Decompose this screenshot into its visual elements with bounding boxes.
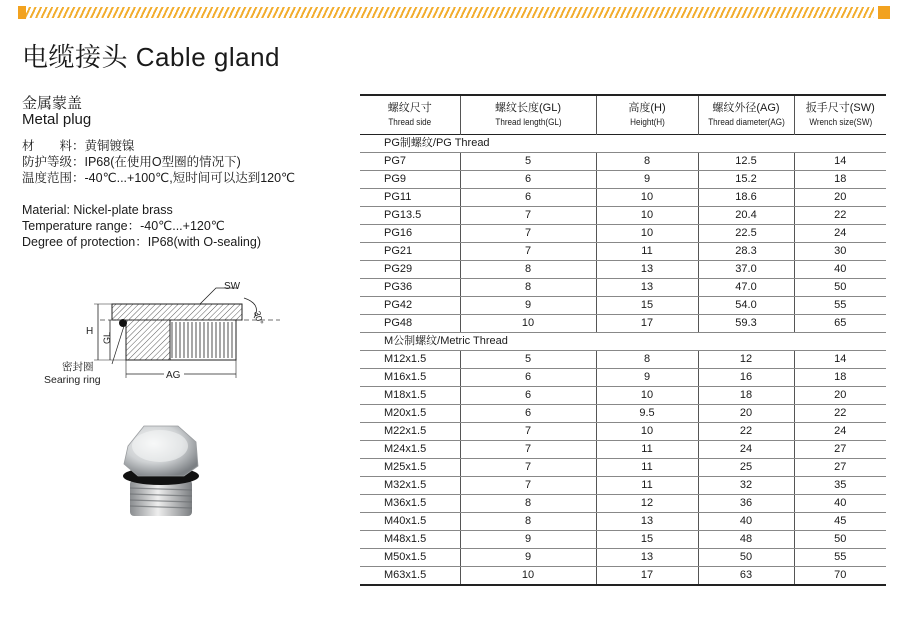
label-gl: GL [102, 331, 112, 344]
table-row [360, 495, 886, 513]
cell-thread-size: PG7 [360, 153, 460, 171]
page-title: 电缆接头 Cable gland [22, 42, 280, 72]
col-header-thread-side: 螺纹尺寸 Thread side [360, 95, 460, 135]
table-row [360, 189, 886, 207]
cell-wrench-size: 20 [794, 387, 886, 405]
cell-thread-length: 7 [460, 243, 596, 261]
spec-temperature-cn: 温度范围：-40℃...+100℃,短时间可以达到120℃ [22, 171, 296, 185]
stripe-left-cap [18, 6, 26, 19]
specs-en [22, 202, 261, 250]
table-row [360, 369, 886, 387]
spec-material-cn: 材 料：黄铜镀镍 [22, 139, 135, 153]
cell-thread-diameter: 22 [698, 423, 794, 441]
table-header-row [360, 95, 886, 135]
cell-height: 13 [596, 549, 698, 567]
table-row [360, 513, 886, 531]
cell-height: 10 [596, 207, 698, 225]
cell-thread-diameter: 28.3 [698, 243, 794, 261]
product-photo [108, 418, 214, 524]
cell-thread-diameter: 12 [698, 351, 794, 369]
cell-thread-diameter: 47.0 [698, 279, 794, 297]
cell-thread-size: M63x1.5 [360, 567, 460, 586]
cell-thread-size: PG42 [360, 297, 460, 315]
cell-thread-diameter: 32 [698, 477, 794, 495]
cell-thread-length: 7 [460, 441, 596, 459]
cell-wrench-size: 30 [794, 243, 886, 261]
cell-wrench-size: 50 [794, 279, 886, 297]
cell-wrench-size: 24 [794, 225, 886, 243]
cell-height: 10 [596, 387, 698, 405]
col-header-wrench-size: 扳手尺寸(SW) Wrench size(SW) [805, 102, 875, 127]
cell-thread-size: PG36 [360, 279, 460, 297]
cell-height: 17 [596, 315, 698, 333]
stripe-pattern [18, 7, 874, 18]
spec-table-wrapper [360, 94, 886, 586]
table-row [360, 531, 886, 549]
table-row [360, 243, 886, 261]
cell-thread-diameter: 18.6 [698, 189, 794, 207]
cell-wrench-size: 70 [794, 567, 886, 586]
cell-wrench-size: 27 [794, 459, 886, 477]
cell-thread-diameter: 18 [698, 387, 794, 405]
cell-thread-diameter: 12.5 [698, 153, 794, 171]
label-ag: AG [166, 370, 181, 381]
cell-thread-size: M16x1.5 [360, 369, 460, 387]
cell-height: 11 [596, 459, 698, 477]
cell-height: 11 [596, 477, 698, 495]
col-header-height: 高度(H) Height(H) [596, 95, 698, 135]
cell-thread-size: M24x1.5 [360, 441, 460, 459]
col-header-thread-length: 螺纹长度(GL) Thread length(GL) [460, 95, 596, 135]
table-row [360, 225, 886, 243]
label-ring-en: Searing ring [44, 374, 101, 386]
spec-table [360, 94, 886, 586]
cell-wrench-size: 22 [794, 405, 886, 423]
cell-thread-diameter: 40 [698, 513, 794, 531]
spec-protection-cn: 防护等级：IP68(在使用O型圈的情况下) [22, 155, 241, 169]
technical-drawing [40, 278, 280, 390]
cell-thread-diameter: 63 [698, 567, 794, 586]
cell-thread-length: 7 [460, 207, 596, 225]
cell-thread-diameter: 24 [698, 441, 794, 459]
cell-wrench-size: 27 [794, 441, 886, 459]
cell-height: 13 [596, 279, 698, 297]
label-h: H [86, 326, 94, 337]
cell-thread-size: PG9 [360, 171, 460, 189]
cell-height: 8 [596, 153, 698, 171]
label-sw: SW [224, 281, 241, 292]
table-row [360, 567, 886, 586]
cell-thread-diameter: 20 [698, 405, 794, 423]
cell-thread-length: 8 [460, 279, 596, 297]
cell-wrench-size: 14 [794, 153, 886, 171]
table-body [360, 135, 886, 586]
cell-height: 17 [596, 567, 698, 586]
cell-height: 9 [596, 369, 698, 387]
table-row [360, 207, 886, 225]
stripe-right-cap [878, 6, 890, 19]
cell-thread-length: 6 [460, 387, 596, 405]
cell-wrench-size: 18 [794, 171, 886, 189]
cell-wrench-size: 14 [794, 351, 886, 369]
label-ring-cn: 密封圈 [62, 361, 94, 373]
cell-thread-size: PG11 [360, 189, 460, 207]
table-row [360, 405, 886, 423]
table-row [360, 315, 886, 333]
cell-thread-diameter: 59.3 [698, 315, 794, 333]
cell-wrench-size: 20 [794, 189, 886, 207]
cell-thread-size: M40x1.5 [360, 513, 460, 531]
table-section-row [360, 333, 886, 351]
cell-wrench-size: 55 [794, 297, 886, 315]
cell-thread-size: M36x1.5 [360, 495, 460, 513]
cell-thread-diameter: 37.0 [698, 261, 794, 279]
cell-thread-diameter: 36 [698, 495, 794, 513]
specs-cn [22, 138, 295, 186]
spec-protection-en: Degree of protection：IP68(with O-sealing) [22, 235, 262, 249]
table-row [360, 153, 886, 171]
cell-thread-length: 9 [460, 297, 596, 315]
cell-thread-size: PG29 [360, 261, 460, 279]
cell-thread-length: 7 [460, 477, 596, 495]
plug-head [112, 304, 242, 320]
cell-thread-length: 8 [460, 513, 596, 531]
cell-thread-diameter: 50 [698, 549, 794, 567]
col-header-thread-diameter: 螺纹外径(AG) Thread diameter(AG) [698, 95, 794, 135]
table-row [360, 351, 886, 369]
cell-thread-size: M50x1.5 [360, 549, 460, 567]
cell-thread-diameter: 16 [698, 369, 794, 387]
spec-temperature-en: Temperature range：-40℃...+120℃ [22, 219, 225, 233]
label-angle: 30° [252, 309, 266, 326]
cell-height: 12 [596, 495, 698, 513]
cell-height: 9.5 [596, 405, 698, 423]
cell-wrench-size: 40 [794, 261, 886, 279]
cell-thread-diameter: 22.5 [698, 225, 794, 243]
cell-thread-length: 5 [460, 153, 596, 171]
cell-thread-length: 6 [460, 171, 596, 189]
cell-height: 9 [596, 171, 698, 189]
cell-height: 11 [596, 243, 698, 261]
cell-height: 13 [596, 513, 698, 531]
cell-wrench-size: 55 [794, 549, 886, 567]
cell-wrench-size: 22 [794, 207, 886, 225]
section-title: M公制螺纹/Metric Thread [360, 333, 886, 351]
product-name-cn: 金属蒙盖 [22, 95, 83, 112]
table-row [360, 549, 886, 567]
table-row [360, 459, 886, 477]
cell-thread-length: 7 [460, 459, 596, 477]
cell-height: 15 [596, 297, 698, 315]
cell-thread-length: 10 [460, 315, 596, 333]
cell-thread-size: M18x1.5 [360, 387, 460, 405]
cell-height: 8 [596, 351, 698, 369]
cell-wrench-size: 50 [794, 531, 886, 549]
cell-thread-size: PG16 [360, 225, 460, 243]
cell-height: 11 [596, 441, 698, 459]
spec-material-en: Material: Nickel-plate brass [22, 203, 173, 217]
cell-thread-length: 8 [460, 495, 596, 513]
cell-thread-length: 6 [460, 405, 596, 423]
cell-thread-length: 6 [460, 369, 596, 387]
cell-thread-length: 9 [460, 549, 596, 567]
cell-thread-size: PG21 [360, 243, 460, 261]
cell-thread-size: PG48 [360, 315, 460, 333]
cell-thread-diameter: 25 [698, 459, 794, 477]
cell-thread-size: M12x1.5 [360, 351, 460, 369]
section-title: PG制螺纹/PG Thread [360, 135, 886, 153]
cell-thread-length: 6 [460, 189, 596, 207]
cell-height: 13 [596, 261, 698, 279]
cell-thread-diameter: 20.4 [698, 207, 794, 225]
product-name-en: Metal plug [22, 111, 92, 128]
cell-thread-length: 7 [460, 423, 596, 441]
table-row [360, 171, 886, 189]
table-section-row [360, 135, 886, 153]
cell-height: 10 [596, 225, 698, 243]
cell-thread-diameter: 15.2 [698, 171, 794, 189]
cell-wrench-size: 40 [794, 495, 886, 513]
cell-height: 10 [596, 189, 698, 207]
table-row [360, 441, 886, 459]
cell-thread-size: M22x1.5 [360, 423, 460, 441]
cell-wrench-size: 45 [794, 513, 886, 531]
cell-thread-diameter: 48 [698, 531, 794, 549]
cell-thread-length: 8 [460, 261, 596, 279]
table-row [360, 297, 886, 315]
cell-wrench-size: 18 [794, 369, 886, 387]
cell-height: 15 [596, 531, 698, 549]
table-row [360, 279, 886, 297]
cell-thread-length: 10 [460, 567, 596, 586]
cell-wrench-size: 24 [794, 423, 886, 441]
cell-thread-diameter: 54.0 [698, 297, 794, 315]
cell-wrench-size: 65 [794, 315, 886, 333]
table-row [360, 477, 886, 495]
cell-thread-size: M48x1.5 [360, 531, 460, 549]
cell-height: 10 [596, 423, 698, 441]
cell-thread-size: PG13.5 [360, 207, 460, 225]
cell-wrench-size: 35 [794, 477, 886, 495]
table-row [360, 423, 886, 441]
cell-thread-size: M25x1.5 [360, 459, 460, 477]
cell-thread-length: 7 [460, 225, 596, 243]
table-row [360, 261, 886, 279]
cell-thread-size: M20x1.5 [360, 405, 460, 423]
cell-thread-length: 5 [460, 351, 596, 369]
cell-thread-length: 9 [460, 531, 596, 549]
decorative-header-stripe [18, 6, 890, 19]
cell-thread-size: M32x1.5 [360, 477, 460, 495]
table-row [360, 387, 886, 405]
